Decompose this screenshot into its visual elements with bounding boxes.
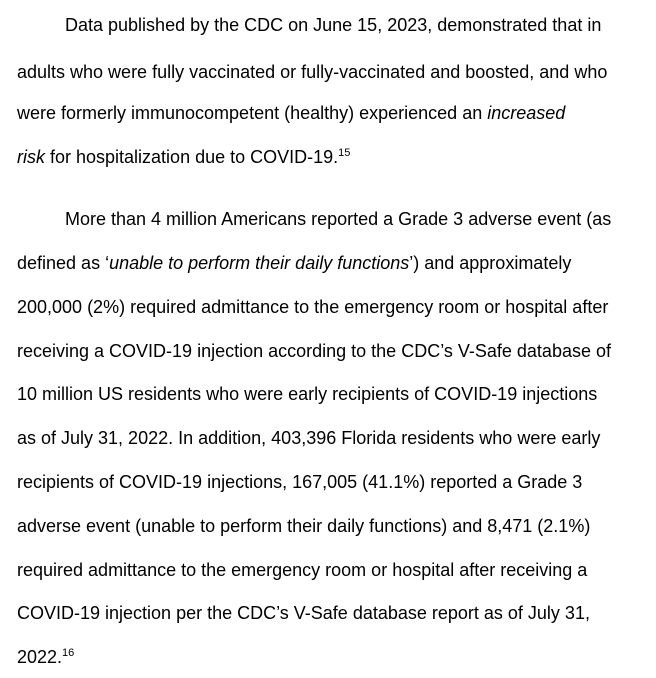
paragraph-2-line-3: 200,000 (2%) required admittance to the emergency room or hospital after <box>17 297 609 317</box>
paragraph-2-line-2 <box>17 252 571 274</box>
paragraph-2-line-5: 10 million US residents who were early recipients of COVID-19 injections <box>17 384 598 404</box>
emphasis-increased: increased <box>487 103 566 123</box>
paragraph-1-line-2: adults who were fully vaccinated or fully-vaccinated and boosted, and who <box>17 62 608 82</box>
text-segment: ’) and approximately <box>409 253 572 273</box>
text-segment: defined as ‘ <box>17 253 110 273</box>
text-segment: were formerly immunocompetent (healthy) experienced an <box>17 103 488 123</box>
paragraph-2-line-4: receiving a COVID-19 injection according to the CDC’s V-Safe database of <box>17 341 611 361</box>
paragraph-2-line-1: More than 4 million Americans reported a Grade 3 adverse event (as <box>65 209 612 229</box>
footnote-ref-16: 16 <box>62 647 75 659</box>
paragraph-1-line-3 <box>17 102 565 124</box>
paragraph-2-line-8: adverse event (unable to perform their daily functions) and 8,471 (2.1%) <box>17 516 591 536</box>
paragraph-2-line-9: required admittance to the emergency room or hospital after receiving a <box>17 560 588 580</box>
paragraph-2-line-7: recipients of COVID-19 injections, 167,005 (41.1%) reported a Grade 3 <box>17 472 583 492</box>
paragraph-2-line-10: COVID-19 injection per the CDC’s V-Safe database report as of July 31, <box>17 603 590 623</box>
emphasis-risk: risk <box>17 147 45 167</box>
paragraph-1-line-1: Data published by the CDC on June 15, 2023, demonstrated that in <box>65 15 602 35</box>
paragraph-1-line-4 <box>17 146 350 168</box>
text-segment: for hospitalization due to COVID-19. <box>45 147 339 167</box>
text-segment: 2022. <box>17 647 63 667</box>
emphasis-quote: unable to perform their daily functions <box>109 253 410 273</box>
footnote-ref-15: 15 <box>338 147 351 159</box>
paragraph-2-line-11 <box>17 646 74 668</box>
paragraph-2-line-6: as of July 31, 2022. In addition, 403,396 Florida residents who were early <box>17 428 601 448</box>
